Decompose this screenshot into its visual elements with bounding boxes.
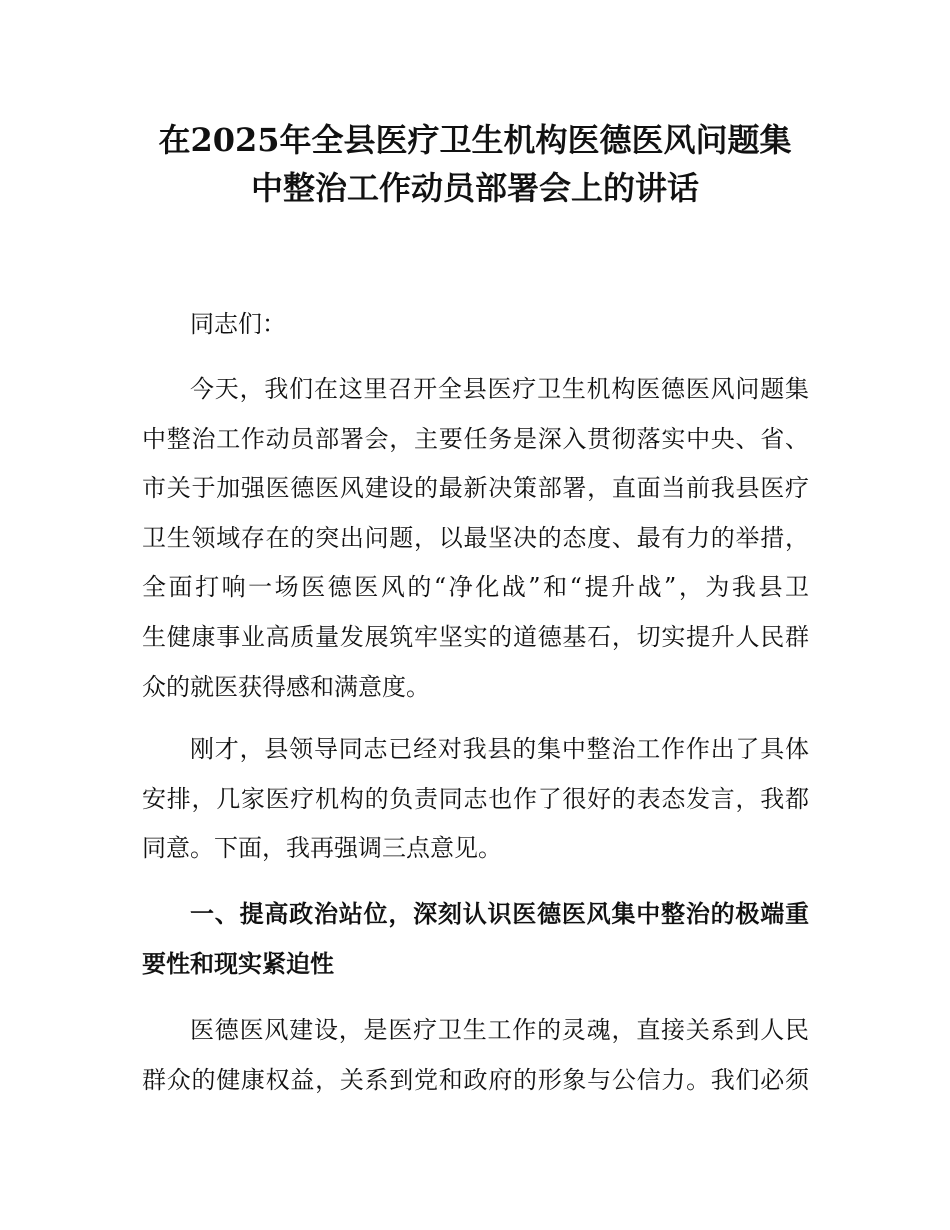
text-line: 同意。下面，我再强调三点意见。: [142, 834, 502, 863]
salutation-text: 同志们：: [190, 310, 286, 338]
paragraph-3: [142, 1006, 809, 1105]
text-line: 医德医风建设，是医疗卫生工作的灵魂，直接关系到人民: [190, 1016, 809, 1044]
paragraph-2: [142, 725, 809, 874]
section-heading-1: [142, 890, 809, 989]
text-line: 群众的健康权益，关系到党和政府的形象与公信力。我们必须: [142, 1065, 809, 1094]
text-line: 众的就医获得感和满意度。: [142, 672, 430, 701]
heading-line: 要性和现实紧迫性: [142, 949, 334, 978]
text-line: 今天，我们在这里召开全县医疗卫生机构医德医风问题集: [190, 375, 809, 403]
document-title: [100, 116, 850, 212]
text-line: 卫生领域存在的突出问题，以最坚决的态度、最有力的举措，: [142, 523, 809, 552]
heading-line: 一、提高政治站位，深刻认识医德医风集中整治的极端重: [190, 900, 809, 928]
title-line: 在2025年全县医疗卫生机构医德医风问题集: [158, 121, 792, 159]
text-line: 中整治工作动员部署会，主要任务是深入贯彻落实中央、省、: [142, 424, 809, 453]
title-line: 中整治工作动员部署会上的讲话: [250, 169, 699, 207]
text-line: 安排，几家医疗机构的负责同志也作了很好的表态发言，我都: [142, 784, 809, 813]
text-line: 全面打响一场医德医风的“净化战”和“提升战”，为我县卫: [142, 573, 809, 602]
salutation: [142, 300, 809, 350]
paragraph-1: [142, 365, 809, 712]
text-line: 生健康事业高质量发展筑牢坚实的道德基石，切实提升人民群: [142, 622, 809, 651]
text-line: 市关于加强医德医风建设的最新决策部署，直面当前我县医疗: [142, 474, 809, 503]
text-line: 刚才，县领导同志已经对我县的集中整治工作作出了具体: [190, 735, 809, 763]
